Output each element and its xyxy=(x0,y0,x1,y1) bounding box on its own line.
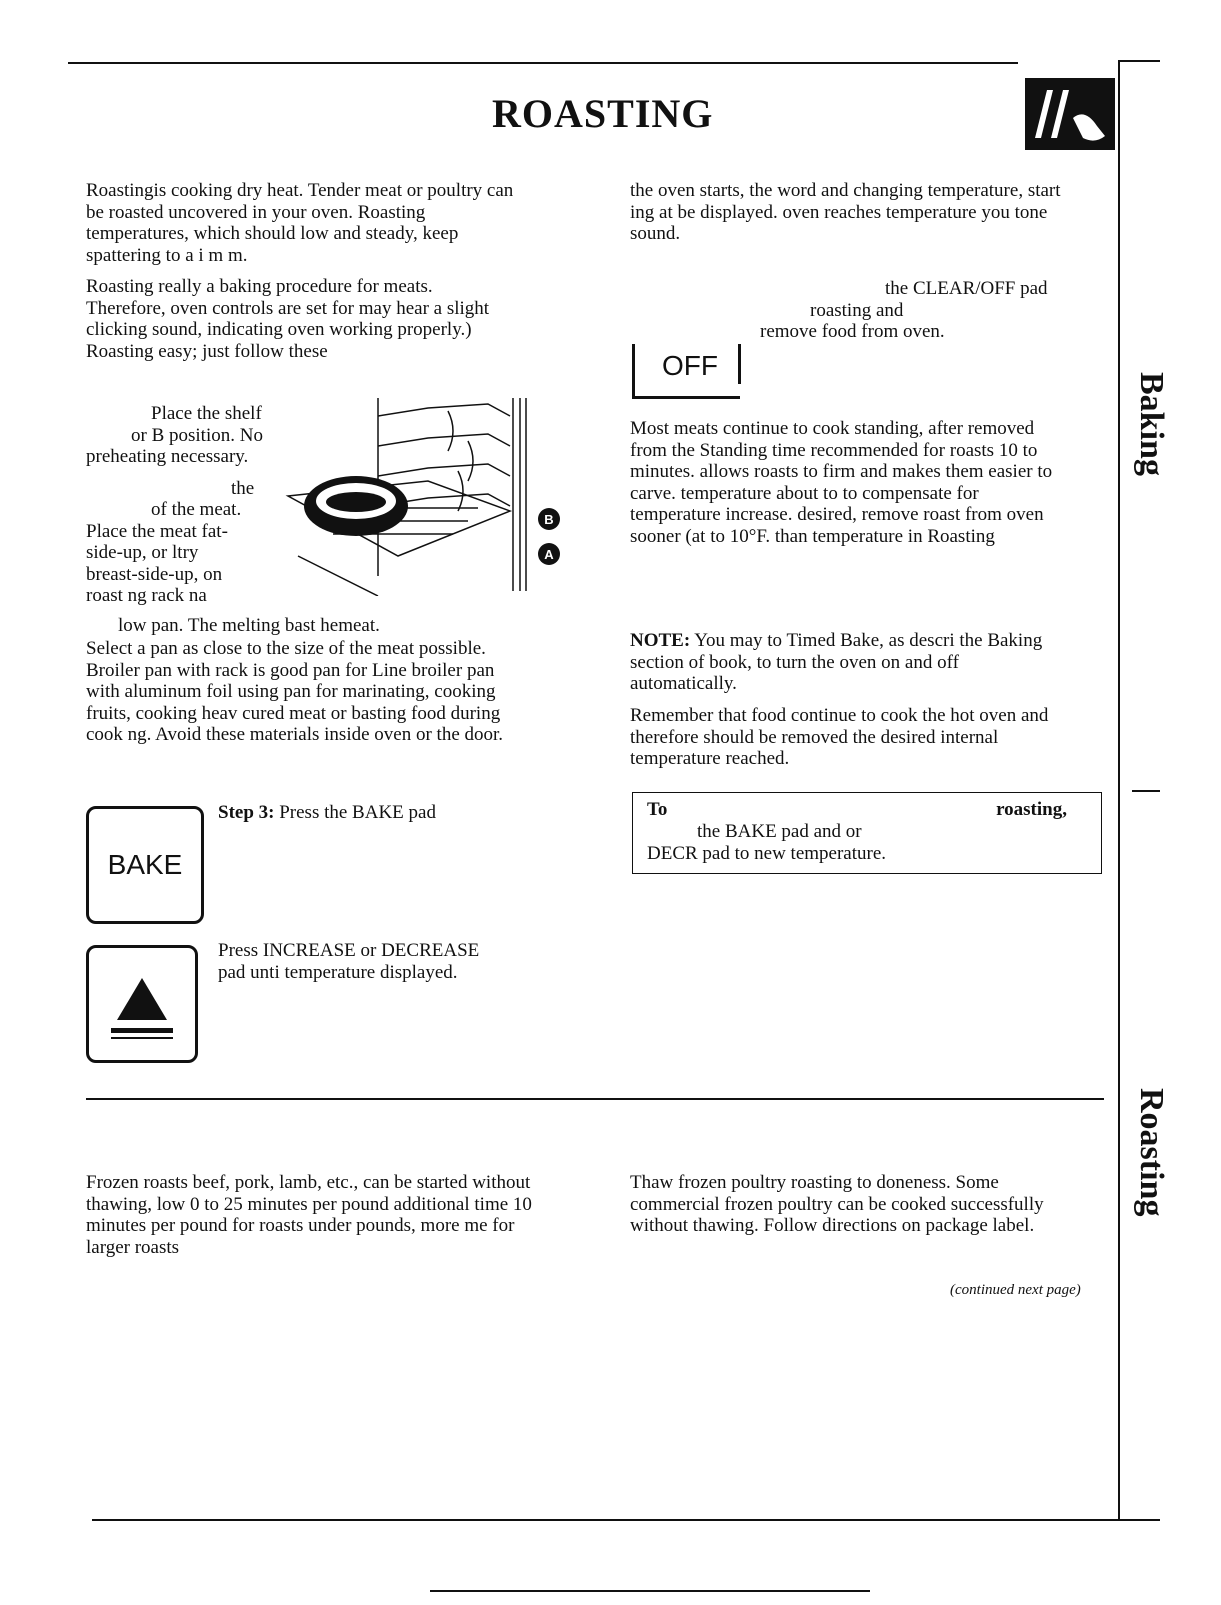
shelf-position-a-marker: A xyxy=(538,543,560,565)
tip-box xyxy=(632,792,1102,874)
continued-note: (continued next page) xyxy=(950,1282,1081,1298)
oven-roast-illustration xyxy=(278,396,540,596)
step2-line-b: of the meat. xyxy=(151,499,242,520)
section-rule xyxy=(86,1098,1104,1100)
clear-line-a: the CLEAR/OFF pad xyxy=(885,278,1048,299)
right-paragraph-3: Most meats continue to cook standing, after removed from the Standing time recommended for roasts 10 to minutes. allows roasts to firm and makes them easier to carve. temperature about to to compensate for temperature increase. desired, remove roast from oven sooner (at to 10°F. than temperature in Roasting xyxy=(630,418,1053,547)
bake-pad-label: BAKE xyxy=(107,849,183,880)
shelf-position-b-marker: B xyxy=(538,508,560,530)
left-paragraph-1: Roastingis cooking dry heat. Tender meat or poultry can be roasted uncovered in your oven. Roasting temperatures, which should low and steady, keep spattering to a i m m. xyxy=(86,180,514,266)
right-border-rule xyxy=(1118,60,1120,1520)
step2-line-g: low pan. The melting bast hemeat. xyxy=(118,615,380,636)
left-paragraph-2: Roasting really a baking procedure for meats. Therefore, oven controls are set for may hear a slight clicking sound, indicating oven working properly.) Roasting easy; just follow these xyxy=(86,276,490,362)
tip-line-3: DECR pad to new temperature. xyxy=(647,843,887,864)
step2-line-f: roast ng rack na xyxy=(86,585,207,606)
step3-instruction: Press the BAKE pad xyxy=(279,802,436,823)
footer-rule xyxy=(430,1590,870,1592)
tip-roasting: roasting, xyxy=(996,799,1067,820)
top-rule xyxy=(68,62,1018,64)
step1-line-b: or B position. No xyxy=(131,424,263,446)
right-paragraph-4: Remember that food continue to cook the hot oven and therefore should be removed the desired internal temperature reached. xyxy=(630,705,1049,769)
left-column xyxy=(86,180,516,372)
off-pad xyxy=(632,344,740,400)
tip-to: To xyxy=(647,799,668,820)
right-paragraph-2 xyxy=(630,278,1070,343)
oven-hand-icon xyxy=(1025,78,1115,150)
off-pad-label: OFF xyxy=(662,350,718,381)
left-paragraph-5: Select a pan as close to the size of the meat possible. Broiler pan with rack is good pan for Line broiler pan with aluminum foil using pan for marinating, cooking fruits, cooking heav cured meat or basting food during cook ng. Avoid these materials inside oven or the door. xyxy=(86,638,504,745)
note-paragraph xyxy=(630,630,1060,695)
right-top-tick xyxy=(1118,60,1160,62)
increase-pad xyxy=(86,945,198,1063)
step3-label: Step 3: xyxy=(218,802,275,823)
step1-line-c: preheating necessary. xyxy=(86,446,249,467)
step2-line-e: breast-side-up, on xyxy=(86,563,223,585)
tip-line-2: the BAKE pad and or xyxy=(697,821,862,842)
side-tab-baking: Baking xyxy=(1133,372,1170,476)
note-text: You may to Timed Bake, as descri the Baking section of book, to turn the oven on and off automatically. xyxy=(630,630,1043,694)
step2-line-c: Place the meat fat- xyxy=(86,520,228,542)
note-label: NOTE: xyxy=(630,630,691,651)
clear-line-c: remove food from oven. xyxy=(760,321,945,342)
side-tab-roasting: Roasting xyxy=(1133,1088,1170,1217)
right-paragraph-1: the oven starts, the word and changing temperature, start ing at be displayed. oven reaches temperature you tone sound. xyxy=(630,180,1061,244)
step4-text: Press INCREASE or DECREASE pad unti temperature displayed. xyxy=(218,940,480,983)
up-arrow-icon xyxy=(89,948,195,1060)
step1-line-a: Place the shelf xyxy=(151,403,262,424)
clear-line-b: roasting and xyxy=(810,299,904,321)
page-title: ROASTING xyxy=(492,91,714,136)
frozen-roasts-paragraph: Frozen roasts beef, pork, lamb, etc., can be started without thawing, low 0 to 25 minutes per pound additional time 10 minutes per pound for roasts under pounds, more me for larger roasts xyxy=(86,1172,532,1258)
step2-line-a: the xyxy=(231,477,255,499)
bottom-rule xyxy=(92,1519,1160,1521)
frozen-poultry-paragraph: Thaw frozen poultry roasting to doneness. Some commercial frozen poultry can be cooked successfully without thawing. Follow directions on package label. xyxy=(630,1172,1044,1236)
step2-line-d: side-up, or ltry xyxy=(86,542,199,563)
side-divider xyxy=(1132,790,1160,792)
bake-pad xyxy=(86,806,204,924)
step3-text xyxy=(218,802,518,824)
